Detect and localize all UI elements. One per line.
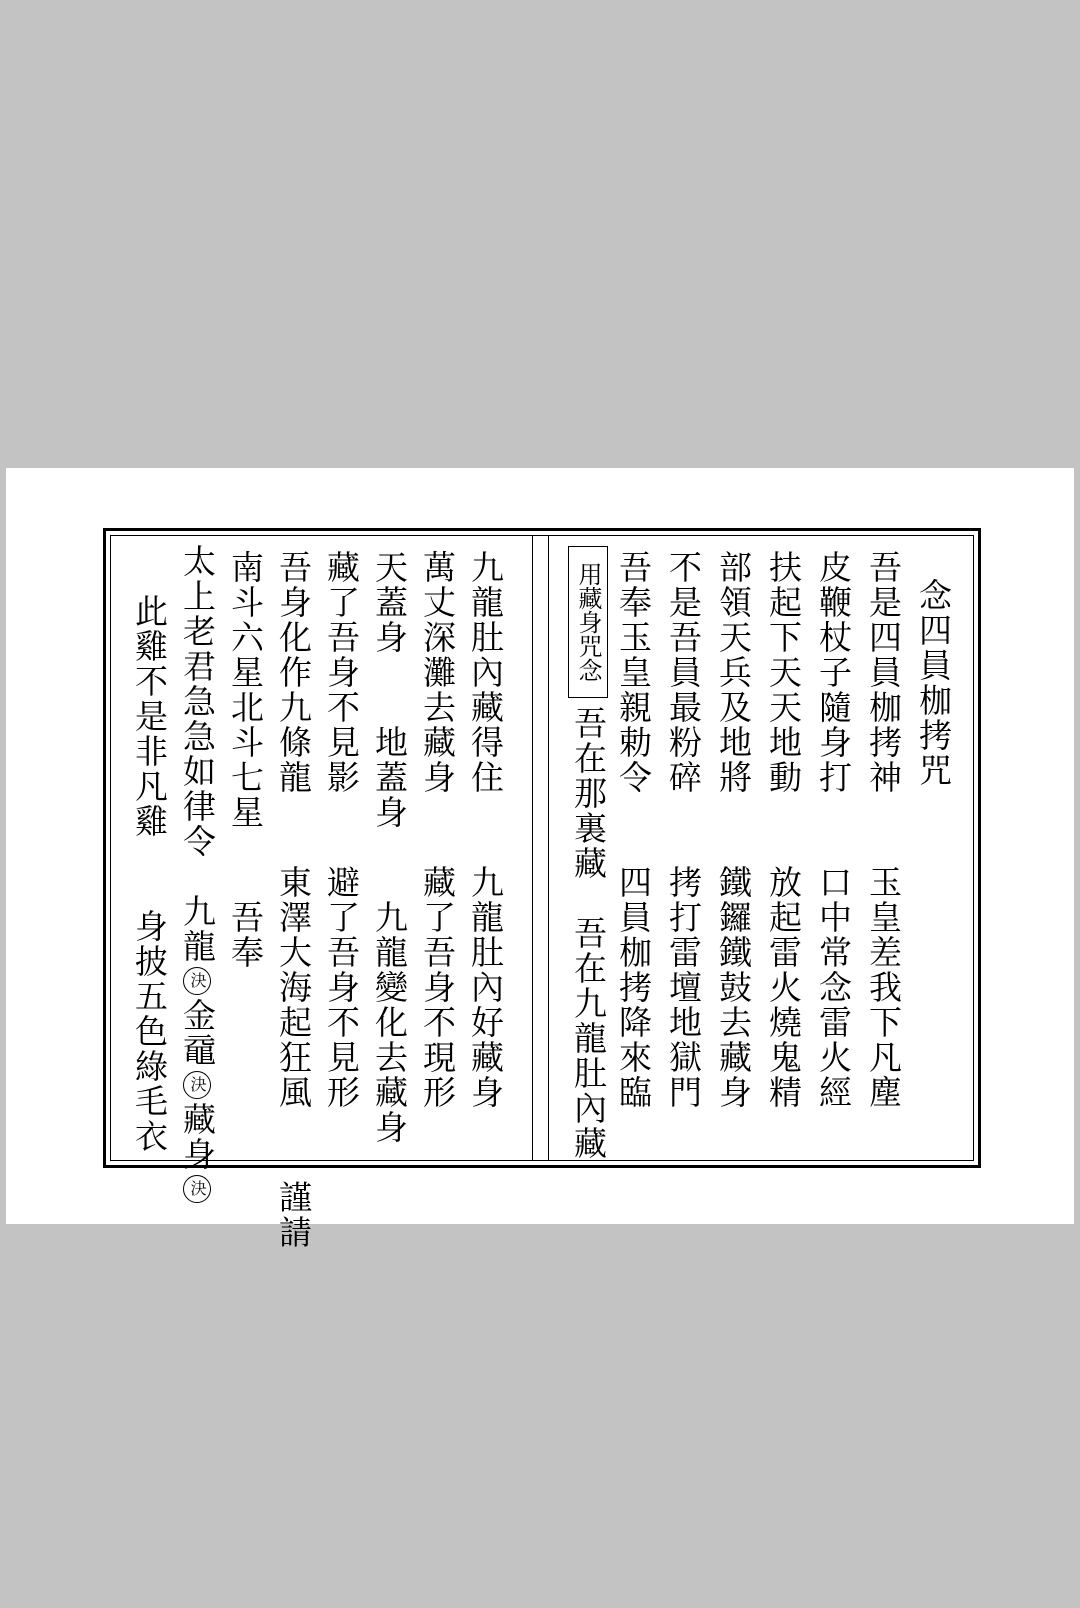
text-column: 部領天兵及地將 鐵鑼鐵鼓去藏身 (714, 550, 753, 1110)
text-column: 天蓋身 地蓋身 九龍變化去藏身 (370, 550, 409, 1145)
text-column: 不是吾員最粉碎 拷打雷壇地獄門 (664, 550, 703, 1110)
circled-mark: 決 (183, 1175, 211, 1203)
text-column: 吾身化作九條龍 東澤大海起狂風 謹請 (274, 550, 313, 1250)
text-column: 南斗六星北斗七星 吾奉 (226, 550, 265, 970)
laojun-text: 太上老君急急如律令 九龍 (178, 544, 217, 964)
text-column: 萬丈深灘去藏身 藏了吾身不現形 (418, 550, 457, 1110)
book-border (103, 528, 981, 1250)
scanned-page (6, 468, 1074, 1250)
chant-title: 念四員枷拷咒 (914, 578, 953, 788)
text-column-laojun (175, 544, 219, 1206)
text-column: 此雞不是非凡雞 身披五色綠毛衣 (130, 594, 169, 1154)
text-column: 藏了吾身不見影 避了吾身不見形 (322, 550, 361, 1110)
text-column: 吾是四員枷拷神 玉皇差我下凡塵 (864, 550, 903, 1110)
text-column: 扶起下天天地動 放起雷火燒鬼精 (764, 550, 803, 1110)
text-column: 皮鞭杖子隨身打 口中常念雷火經 (814, 550, 853, 1110)
gutter-line-right (548, 536, 549, 1160)
circled-mark: 決 (183, 967, 211, 995)
circled-mark: 決 (183, 1071, 211, 1099)
boxed-note: 用藏身咒念 (568, 546, 608, 698)
inner-border (110, 535, 974, 1250)
laojun-mid: 金黿 (178, 998, 217, 1068)
gutter-line-left (532, 536, 533, 1160)
text-column: 吾奉玉皇親勅令 四員枷拷降來臨 (614, 550, 653, 1110)
text-column: 吾在那裏藏 吾在九龍肚內藏 (569, 706, 608, 1161)
laojun-tail: 藏身 (178, 1102, 217, 1172)
text-column: 九龍肚內藏得住 九龍肚內好藏身 (466, 550, 505, 1110)
